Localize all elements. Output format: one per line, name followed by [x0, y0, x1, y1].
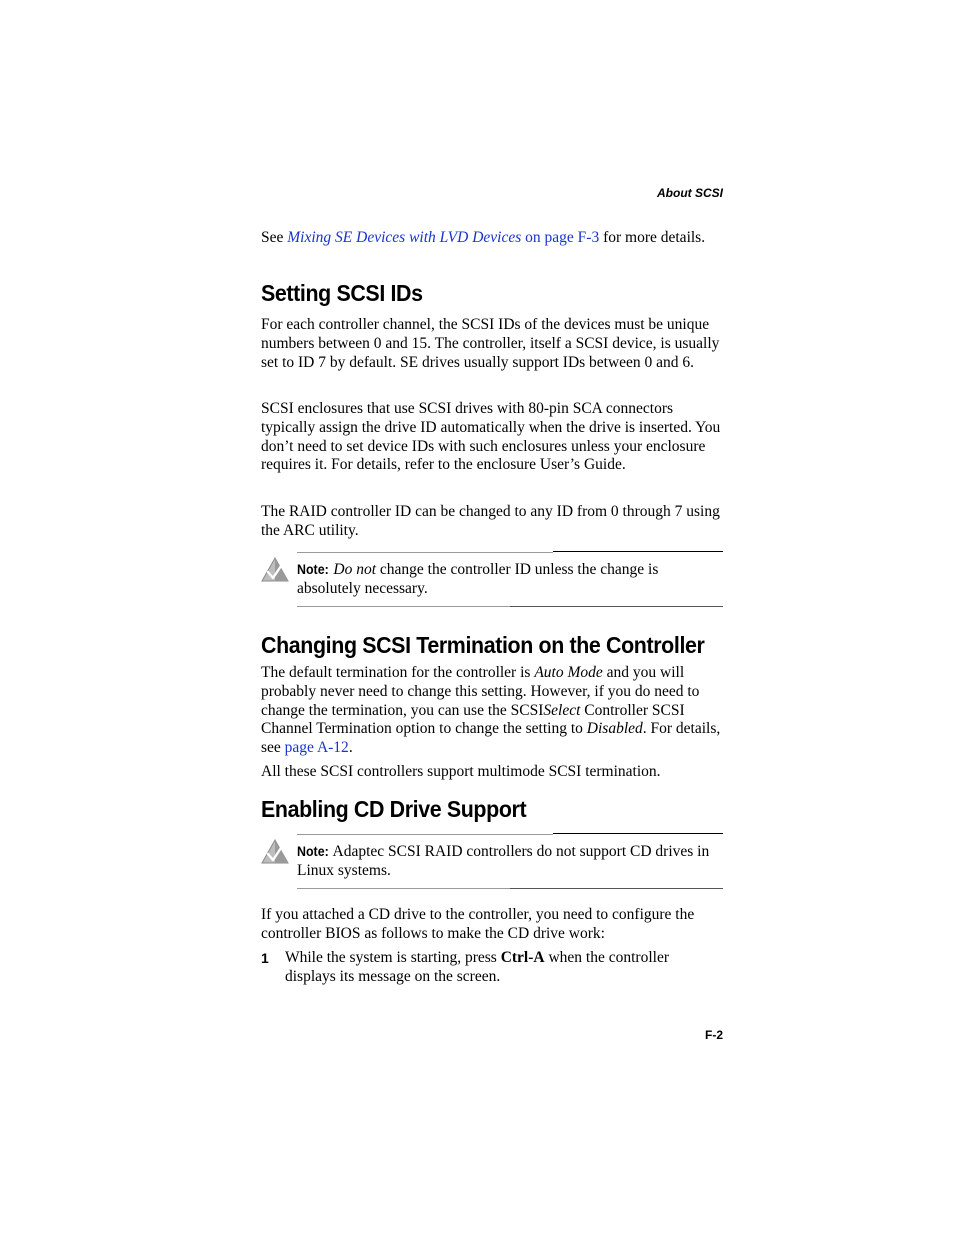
text-emphasis: Disabled [586, 720, 643, 738]
paragraph: SCSI enclosures that use SCSI drives with 80-pin SCA connectors typically assign the drive ID automatically when the drive is inserted. You don’t need to set device IDs with such enclosures unless your enclosure requires it. For details, refer to the enclosure User’s Guide. [261, 400, 721, 474]
text-run: when the controller displays its message on the screen. [285, 949, 669, 985]
note-icon [261, 555, 289, 583]
step-text [285, 949, 723, 987]
page-number: F-2 [705, 1028, 723, 1042]
text-run: Controller SCSI Channel Termination option to change the setting to [261, 701, 685, 738]
note-body: Adaptec SCSI RAID controllers do not support CD drives in Linux systems. [297, 843, 710, 879]
note-emphasis: Do not [333, 561, 376, 578]
text-run: While the system is starting, press [285, 949, 501, 966]
note-icon [261, 837, 289, 865]
intro-paragraph [261, 229, 723, 248]
note-box [261, 552, 723, 612]
paragraph-termination [261, 664, 723, 758]
note-text [297, 843, 723, 881]
paragraph: All these SCSI controllers support multimode SCSI termination. [261, 763, 661, 780]
page-link[interactable]: page A-12 [284, 739, 349, 757]
text-run: The default termination for the controller is [261, 664, 535, 681]
intro-see: See [261, 229, 288, 246]
heading-changing-scsi-termination: Changing SCSI Termination on the Controller [261, 632, 705, 658]
paragraph: The RAID controller ID can be changed to any ID from 0 through 7 using the ARC utility. [261, 503, 720, 539]
text-run: and you will probably never need to change this setting. However, if you do need to change the termination, you can use the SCSI [261, 664, 700, 719]
intro-rest: for more details. [599, 229, 706, 246]
running-header: About SCSI [657, 186, 723, 200]
paragraph: If you attached a CD drive to the controller, you need to configure the controller BIOS as follows to make the CD drive work: [261, 906, 695, 942]
cross-ref-link-page[interactable]: on page F-3 [521, 229, 600, 246]
heading-enabling-cd-drive-support: Enabling CD Drive Support [261, 796, 527, 822]
note-body: change the controller ID unless the change is absolutely necessary. [297, 561, 659, 597]
key-combo: Ctrl-A [500, 949, 545, 966]
paragraph: For each controller channel, the SCSI IDs of the devices must be unique numbers between 0 and 15. The controller, itself a SCSI device, is usually set to ID 7 by default. SE drives usually support IDs between 0 and 6. [261, 316, 720, 371]
text-run: . For details, see [261, 720, 721, 757]
step-number: 1 [261, 950, 269, 966]
heading-setting-scsi-ids: Setting SCSI IDs [261, 280, 423, 306]
note-label: Note: [297, 562, 329, 577]
note-text [297, 561, 723, 599]
text-emphasis: Select [543, 701, 581, 719]
text-emphasis: Auto Mode [534, 664, 603, 681]
cross-ref-link-title[interactable]: Mixing SE Devices with LVD Devices [287, 229, 522, 246]
note-label: Note: [297, 844, 329, 859]
note-box [261, 834, 723, 894]
text-run: . [348, 739, 353, 757]
